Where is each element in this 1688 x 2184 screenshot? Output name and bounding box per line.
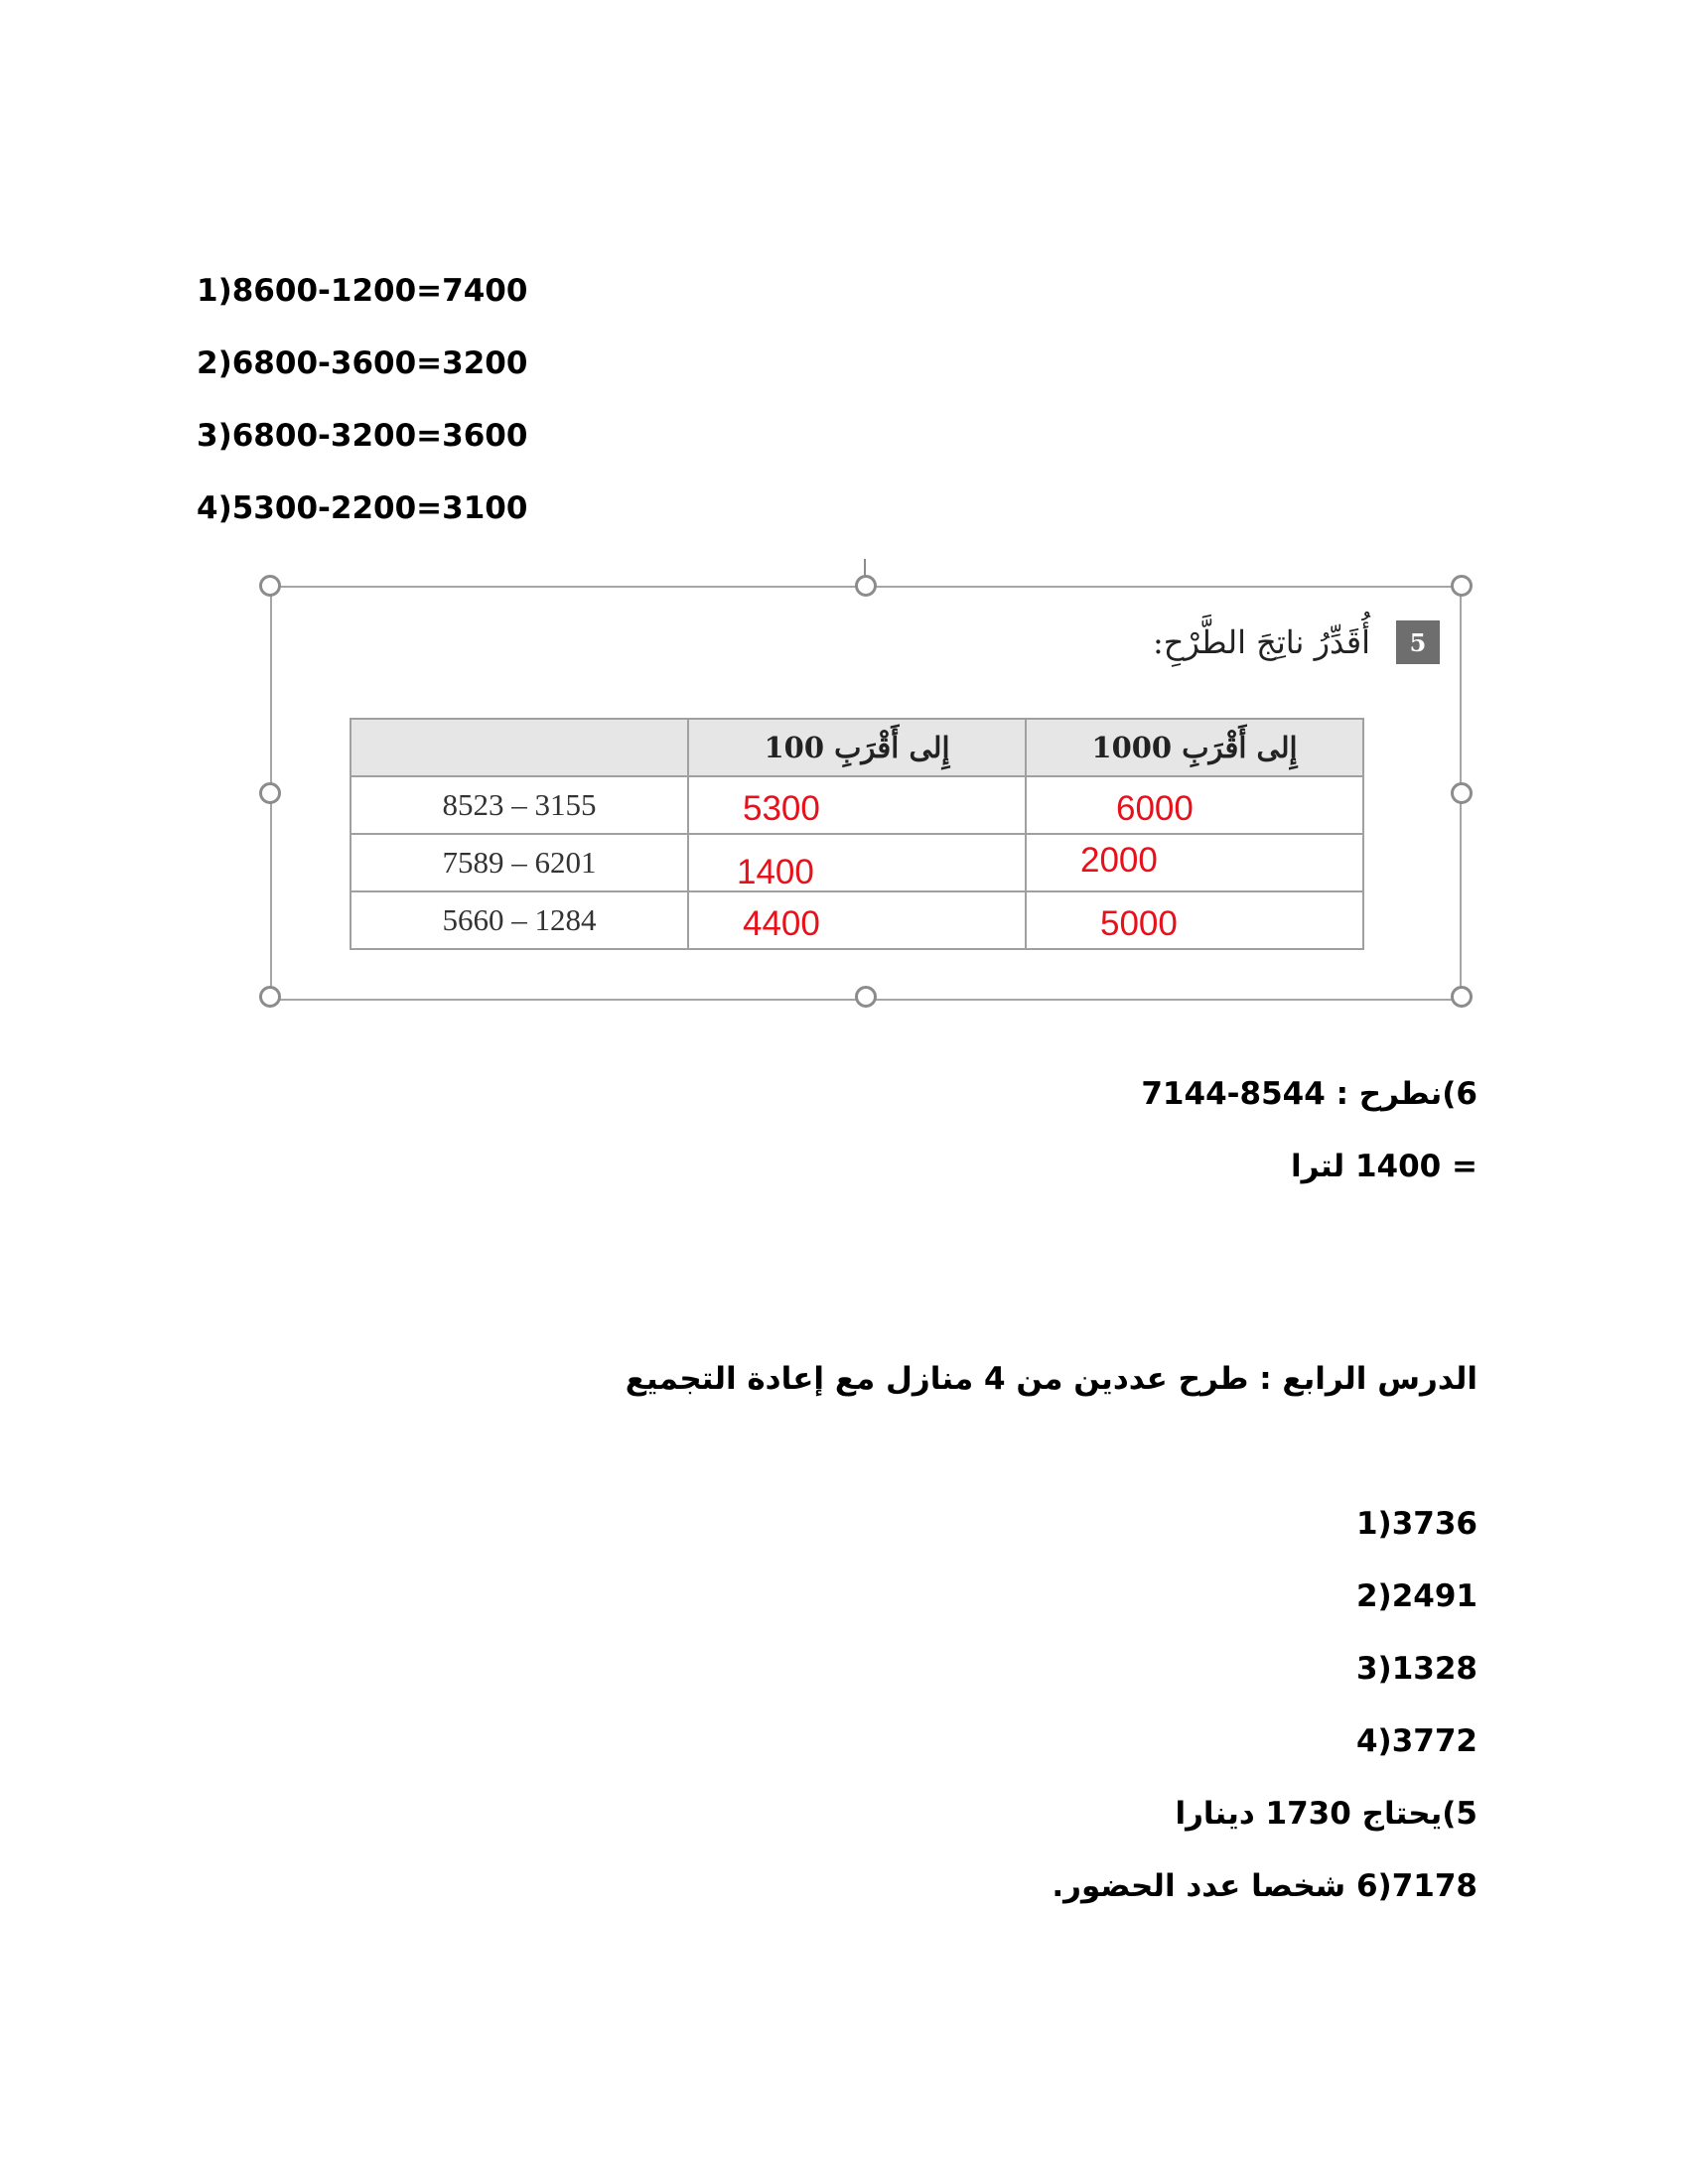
lesson-answer-2: 2491(2 <box>1355 1578 1477 1614</box>
answer-cell-1000 <box>1026 891 1363 949</box>
answer-value: 1400 <box>737 853 814 891</box>
lesson-answer-6: 7178(6 شخصا عدد الحضور. <box>1052 1868 1477 1904</box>
lesson-answer-1: 3736(1 <box>1355 1506 1477 1542</box>
q6-line-2: = 1400 لترا <box>1290 1149 1477 1184</box>
answer-value: 5300 <box>743 789 820 828</box>
header-nearest-100: إِلى أَقْرَبِ 100 <box>688 719 1026 776</box>
lesson-title: الدرس الرابع : طرح عددين من 4 منازل مع إعادة التجميع <box>625 1361 1477 1397</box>
answer-line-2: 2)6800-3600=3200 <box>197 345 528 381</box>
resize-handle-middle-right[interactable] <box>1451 782 1473 804</box>
answer-value: 4400 <box>743 904 820 943</box>
exercise-number-badge: 5 <box>1396 620 1440 664</box>
lesson-answer-3: 1328(3 <box>1355 1651 1477 1687</box>
answer-line-3: 3)6800-3200=3600 <box>197 418 528 454</box>
answer-cell-100 <box>688 834 1026 891</box>
table-row <box>351 776 1363 834</box>
lesson-answer-4: 3772(4 <box>1355 1723 1477 1759</box>
exercise-title: أُقَدِّرُ ناتِجَ الطَّرْحِ: <box>1153 623 1370 661</box>
answer-line-4: 4)5300-2200=3100 <box>197 490 528 526</box>
table-header-row <box>351 719 1363 776</box>
answer-cell-100 <box>688 776 1026 834</box>
estimation-table <box>350 718 1364 950</box>
answer-line-1: 1)8600-1200=7400 <box>197 273 528 309</box>
resize-handle-bottom-right[interactable] <box>1451 986 1473 1008</box>
expression-cell: 5660 – 1284 <box>351 891 688 949</box>
resize-handle-bottom-center[interactable] <box>855 986 877 1008</box>
resize-handle-bottom-left[interactable] <box>259 986 281 1008</box>
exercise-header <box>1153 620 1440 664</box>
resize-handle-top-center[interactable] <box>855 575 877 597</box>
resize-handle-top-right[interactable] <box>1451 575 1473 597</box>
q6-line-1: 6)نطرح : 8544-7144 <box>1141 1076 1477 1112</box>
answer-value: 6000 <box>1116 789 1194 828</box>
table-row <box>351 834 1363 891</box>
answer-value: 2000 <box>1080 841 1158 880</box>
header-empty <box>351 719 688 776</box>
lesson-answer-5: 5)يحتاج 1730 دينارا <box>1175 1796 1477 1832</box>
resize-handle-top-left[interactable] <box>259 575 281 597</box>
table-row <box>351 891 1363 949</box>
expression-cell: 8523 – 3155 <box>351 776 688 834</box>
answer-cell-100 <box>688 891 1026 949</box>
expression-cell: 7589 – 6201 <box>351 834 688 891</box>
header-nearest-1000: إِلى أَقْرَبِ 1000 <box>1026 719 1363 776</box>
resize-handle-middle-left[interactable] <box>259 782 281 804</box>
answer-value: 5000 <box>1100 904 1178 943</box>
answer-cell-1000 <box>1026 776 1363 834</box>
answer-cell-1000 <box>1026 834 1363 891</box>
